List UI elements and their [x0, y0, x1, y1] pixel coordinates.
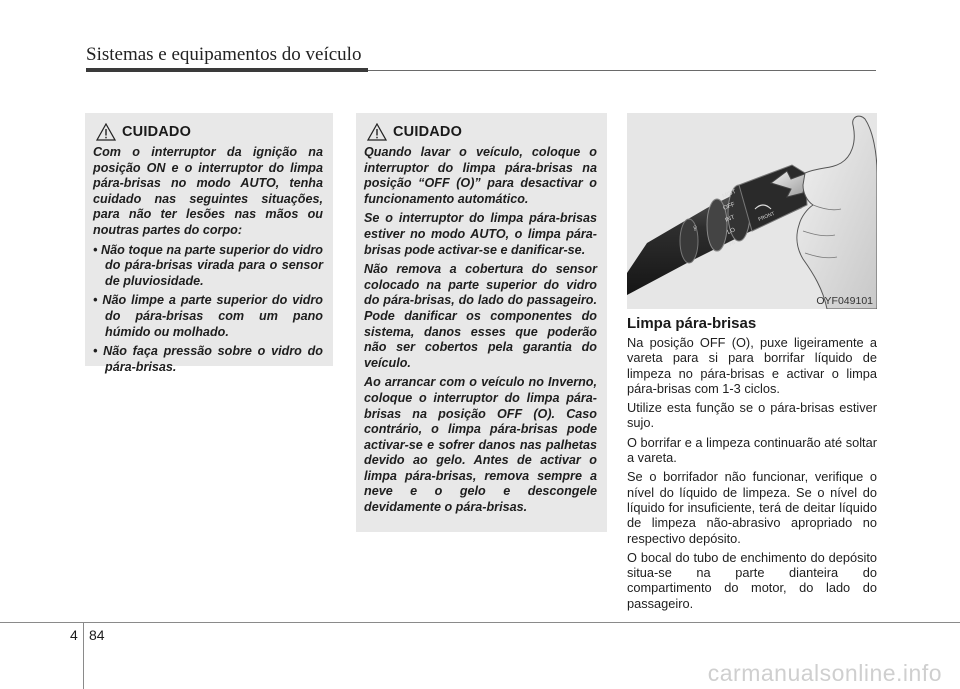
caution-box-washing: [356, 113, 607, 532]
wiper-stalk-figure: [627, 113, 877, 309]
section-body: [627, 335, 877, 615]
watermark: carmanualsonline.info: [707, 660, 942, 686]
section-number: 4: [70, 627, 78, 643]
body-paragraph: Na posição OFF (O), puxe ligeiramente a vareta para si para borrifar líquido de limpeza no pára-brisas e activar o limpa pára-brisas com 1-3 ciclos.: [627, 335, 877, 396]
page-header-title: Sistemas e equipamentos do veículo: [86, 44, 362, 65]
stalk-label-hi: HI: [728, 240, 737, 248]
caution-box-ignition: [85, 113, 333, 374]
stalk-label-off: OFF: [722, 201, 736, 212]
caution-text: [364, 145, 597, 516]
hand-icon: [797, 116, 877, 309]
stalk-label-lo: LO: [726, 227, 737, 236]
caution-bullet-list: [93, 243, 323, 376]
warning-triangle-icon: [367, 123, 387, 141]
caution-heading: [367, 121, 597, 143]
footer-rule: [0, 622, 960, 623]
stalk-label-int: INT: [724, 214, 736, 224]
stalk-label-small: Ÿ: [693, 227, 698, 233]
caution-text: [93, 145, 323, 375]
page-number: 84: [89, 627, 105, 643]
caution-title: CUIDADO: [122, 124, 192, 140]
caution-paragraph: Se o interruptor do limpa pára-brisas estiver no modo AUTO, o limpa pára-brisas pode activar-se e danificar-se.: [364, 211, 597, 257]
body-paragraph: O bocal do tubo de enchimento do depósito situa-se na parte dianteira do compartimento do motor, do lado do passageiro.: [627, 549, 877, 611]
wiper-stalk-illustration: [627, 113, 877, 309]
caution-bullet: • Não faça pressão sobre o vidro do pára-brisas.: [93, 344, 323, 375]
stalk-label-mist: MIST: [721, 188, 738, 200]
warning-triangle-icon: [96, 123, 116, 141]
caution-paragraph: Não remova a cobertura do sensor colocado na parte superior do vidro do pára-brisas, do lado do passageiro. Pode danificar os componentes do sistema, danos esses que poderão não ser cobertos pela garantia do veículo.: [364, 262, 597, 370]
caution-title: CUIDADO: [393, 124, 463, 140]
caution-intro: Com o interruptor da ignição na posição ON e o interruptor do limpa pára-brisas no modo AUTO, tenha cuidado nas seguintes situações, para não ter lesões nas mãos ou noutras partes do corpo:: [93, 145, 323, 237]
body-paragraph: Se o borrifador não funcionar, verifique o nível do líquido de limpeza. Se o nível do líquido for insuficiente, terá de deitar líquido de limpeza não-abrasivo apropriado no respectivo depósito.: [627, 469, 877, 546]
section-title: Limpa pára-brisas: [627, 315, 757, 332]
body-paragraph: Utilize esta função se o pára-brisas estiver sujo.: [627, 400, 877, 431]
caution-bullet: • Não toque na parte superior do vidro do pára-brisas virada para o sensor de pluviosidade.: [93, 243, 323, 290]
header-rule-thin: [368, 70, 876, 71]
caution-paragraph: Quando lavar o veículo, coloque o interruptor do limpa pára-brisas na posição “OFF (O)” para desactivar o funcionamento automático.: [364, 145, 597, 206]
body-paragraph: O borrifar e a limpeza continuarão até soltar a vareta.: [627, 434, 877, 466]
knob-label-front: FRONT: [757, 210, 776, 223]
caution-heading: [96, 121, 323, 143]
page-number-divider: [83, 622, 84, 689]
header-rule-thick: [86, 68, 368, 72]
figure-code-label: OYF049101: [816, 295, 873, 307]
caution-bullet: • Não limpe a parte superior do vidro do pára-brisas com um pano húmido ou molhado.: [93, 293, 323, 340]
caution-paragraph: Ao arrancar com o veículo no Inverno, coloque o interruptor do limpa pára-brisas na posição OFF (O). Caso contrário, o limpa pára-brisas pode activar-se e sofrer danos nas palhetas devido ao gelo. Antes de activar o limpa pára-brisas, remova sempre a neve e o gelo e descongele devidamente o pára-brisas.: [364, 375, 597, 515]
